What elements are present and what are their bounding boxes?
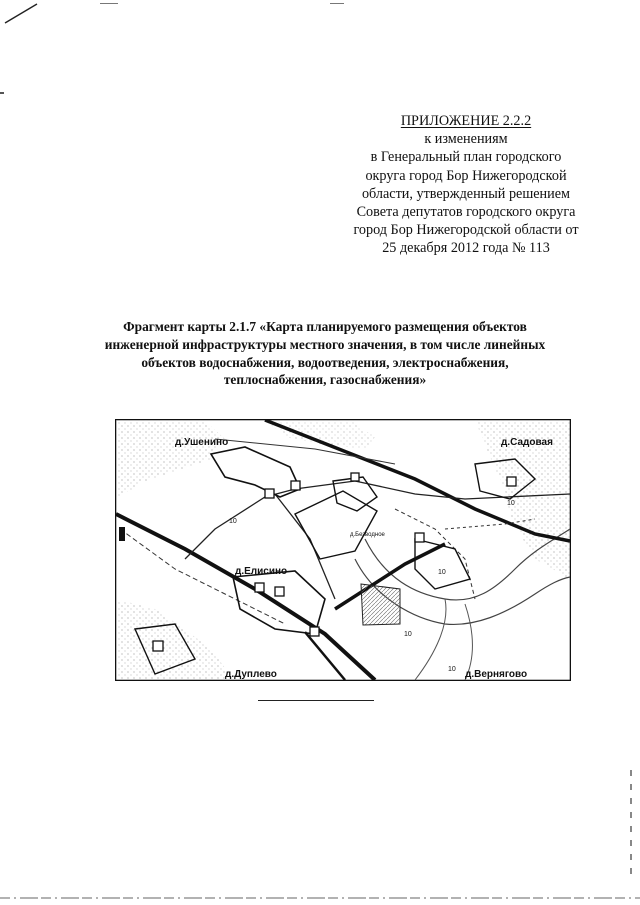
appendix-title: ПРИЛОЖЕНИЕ 2.2.2: [400, 113, 532, 129]
scan-mark-icon: [4, 2, 40, 24]
caption-line: Фрагмент карты 2.1.7 «Карта планируемого размещения объектов: [123, 319, 527, 334]
place-label-sadovaya: д.Садовая: [501, 437, 553, 448]
appendix-line: 25 декабря 2012 года № 113: [382, 240, 550, 257]
appendix-line: к изменениям: [424, 131, 508, 148]
line-marker: 10: [229, 518, 237, 525]
place-label-duplevo: д.Дуплево: [225, 669, 277, 680]
appendix-line: области, утвержденный решением: [361, 185, 571, 202]
map-fragment: [115, 419, 571, 681]
place-label-ushenino: д.Ушенино: [175, 437, 229, 448]
line-marker: 10: [448, 666, 456, 673]
place-label-elisino: д.Елисино: [235, 566, 288, 577]
line-marker: 10: [507, 500, 515, 507]
place-label-bezvodnoe: д.Безводное: [350, 532, 385, 538]
appendix-line: округа город Бор Нижегородской: [365, 167, 567, 184]
scan-top-dashes: [100, 3, 360, 6]
place-label-vernyagovo: д.Вернягово: [465, 669, 528, 680]
industrial-zone: [361, 584, 400, 625]
scan-bottom-dashes: [0, 893, 640, 903]
scan-edge-mark: [0, 92, 4, 94]
line-marker: 10: [438, 569, 446, 576]
caption-line: объектов водоснабжения, водоотведения, электроснабжения,: [141, 354, 509, 370]
scan-right-marks: [630, 770, 632, 880]
appendix-line: город Бор Нижегородской области от: [353, 222, 579, 239]
caption-line: теплоснабжения, газоснабжения»: [223, 372, 427, 388]
appendix-line: в Генеральный план городского: [370, 149, 562, 166]
appendix-line: Совета депутатов городского округа: [356, 204, 576, 221]
appendix-block: [338, 112, 594, 258]
map-caption: [80, 318, 570, 389]
caption-line: инженерной инфраструктуры местного значения, в том числе линейных: [104, 336, 546, 352]
separator-rule: [258, 700, 374, 701]
line-marker: 10: [404, 631, 412, 638]
